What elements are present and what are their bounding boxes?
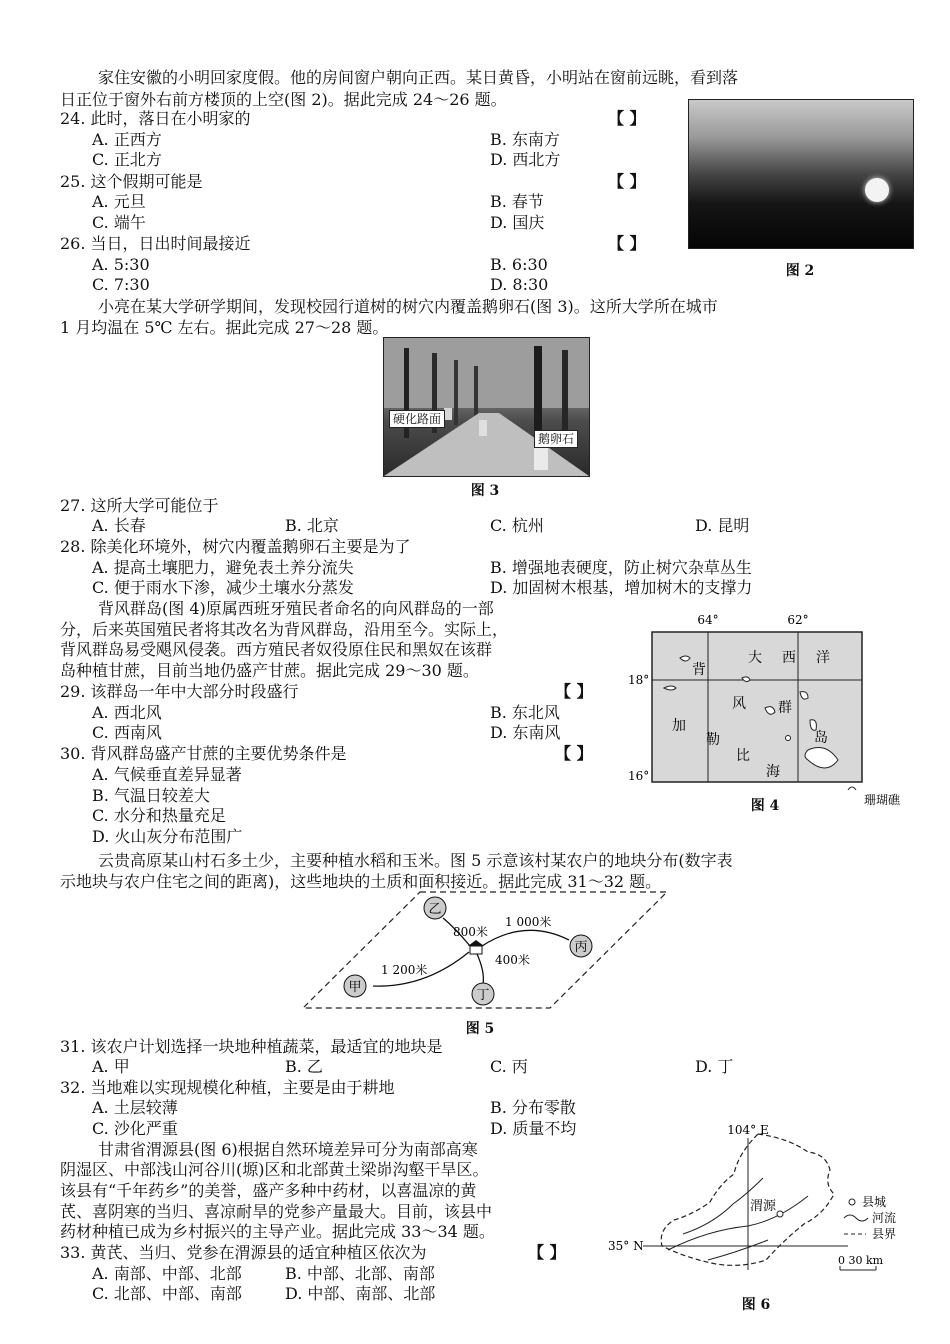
q26-option-d[interactable]: D. 8:30 bbox=[490, 275, 549, 294]
q33-option-b[interactable]: B. 中部、北部、南部 bbox=[285, 1264, 435, 1283]
q24-stem: 24. 此时，落日在小明家的 bbox=[60, 109, 251, 128]
label-hardened-road: 硬化路面 bbox=[389, 410, 445, 428]
q32-option-c[interactable]: C. 沙化严重 bbox=[92, 1119, 178, 1138]
plot-bing: 丙 bbox=[574, 940, 588, 955]
fig4-text-feng: 风 bbox=[732, 696, 746, 712]
intro4-line2: 示地块与农户住宅之间的距离)，这些地块的土质和面积接近。据此完成 31～32 题。 bbox=[60, 872, 662, 891]
q28-option-d[interactable]: D. 加固树木根基，增加树木的支撑力 bbox=[490, 578, 753, 597]
q28-option-b[interactable]: B. 增强地表硬度，防止树穴杂草丛生 bbox=[490, 558, 752, 577]
fig4-text-yang: 洋 bbox=[816, 650, 830, 666]
fig6-legend-border: 县界 bbox=[872, 1227, 897, 1241]
q27-option-c[interactable]: C. 杭州 bbox=[490, 516, 544, 535]
q30-option-a[interactable]: A. 气候垂直差异显著 bbox=[92, 765, 242, 784]
q26-answer-bracket[interactable]: 【 】 bbox=[608, 234, 646, 253]
q31-option-c[interactable]: C. 丙 bbox=[490, 1057, 528, 1076]
tree-row-illustration bbox=[384, 338, 589, 476]
q27-option-a[interactable]: A. 长春 bbox=[92, 516, 146, 535]
q30-option-d[interactable]: D. 火山灰分布范围广 bbox=[92, 827, 243, 846]
fig4-text-bi: 比 bbox=[736, 748, 750, 764]
fig4-text-hai: 海 bbox=[766, 764, 780, 780]
q27-option-d[interactable]: D. 昆明 bbox=[695, 516, 750, 535]
fig4-text-qun: 群 bbox=[778, 700, 792, 716]
q26-option-c[interactable]: C. 7:30 bbox=[92, 275, 150, 294]
intro2-line2: 1 月均温在 5℃ 左右。据此完成 27～28 题。 bbox=[60, 318, 389, 337]
q32-stem: 32. 当地难以实现规模化种植，主要是由于耕地 bbox=[60, 1078, 395, 1097]
q31-stem: 31. 该农户计划选择一块地种植蔬菜，最适宜的地块是 bbox=[60, 1037, 443, 1056]
fig6-scale: 0 30 km bbox=[838, 1254, 884, 1267]
q32-option-b[interactable]: B. 分布零散 bbox=[490, 1098, 576, 1117]
q24-answer-bracket[interactable]: 【 】 bbox=[608, 109, 646, 128]
fig6-legend-river: 河流 bbox=[872, 1211, 897, 1225]
distance-yi: 800米 bbox=[453, 925, 488, 939]
fig4-lon-62: 62° bbox=[787, 613, 809, 627]
fig6-county-label: 渭源 bbox=[750, 1199, 777, 1214]
q33-answer-bracket[interactable]: 【 】 bbox=[528, 1243, 566, 1262]
fig6-legend-city: 县城 bbox=[862, 1195, 887, 1209]
q30-answer-bracket[interactable]: 【 】 bbox=[555, 744, 593, 763]
q31-option-d[interactable]: D. 丁 bbox=[695, 1057, 734, 1076]
fig6-lat: 35° N bbox=[608, 1239, 644, 1253]
figure-5-plot-distribution bbox=[295, 888, 675, 1018]
fig4-lat-18: 18° bbox=[628, 673, 650, 687]
legend-river-icon bbox=[844, 1215, 868, 1221]
q25-option-b[interactable]: B. 春节 bbox=[490, 192, 544, 211]
fig4-text-bei: 背 bbox=[692, 662, 706, 678]
q25-option-a[interactable]: A. 元旦 bbox=[92, 192, 146, 211]
q31-option-b[interactable]: B. 乙 bbox=[285, 1057, 323, 1076]
q25-stem: 25. 这个假期可能是 bbox=[60, 172, 203, 191]
intro5-line1: 甘肃省渭源县(图 6)根据自然环境差异可分为南部高寒 bbox=[98, 1140, 478, 1159]
coral-reef-icon bbox=[848, 787, 856, 790]
intro5-line5: 药材种植已成为乡村振兴的主导产业。据此完成 33～34 题。 bbox=[60, 1222, 495, 1241]
farmhouse-icon bbox=[468, 940, 484, 954]
figure-2-sunset-photo bbox=[688, 99, 914, 249]
figure-2-caption: 图 2 bbox=[785, 263, 815, 279]
q29-stem: 29. 该群岛一年中大部分时段盛行 bbox=[60, 682, 299, 701]
fig4-text-jia: 加 bbox=[672, 718, 686, 734]
plot-yi: 乙 bbox=[428, 902, 442, 917]
intro3-line1: 背风群岛(图 4)原属西班牙殖民者命名的向风群岛的一部 bbox=[98, 599, 494, 618]
q26-option-b[interactable]: B. 6:30 bbox=[490, 255, 548, 274]
q30-option-b[interactable]: B. 气温日较差大 bbox=[92, 786, 210, 805]
distance-ding: 400米 bbox=[495, 953, 530, 967]
q25-answer-bracket[interactable]: 【 】 bbox=[608, 172, 646, 191]
q27-stem: 27. 这所大学可能位于 bbox=[60, 496, 219, 515]
figure-3-caption: 图 3 bbox=[470, 483, 500, 499]
intro1-line1: 家住安徽的小明回家度假。他的房间窗户朝向正西。某日黄昏，小明站在窗前远眺，看到落 bbox=[98, 68, 739, 87]
intro3-line4: 岛种植甘蔗，目前当地仍盛产甘蔗。据此完成 29～30 题。 bbox=[60, 661, 479, 680]
fig4-text-da: 大 bbox=[748, 650, 762, 666]
plot-ding: 丁 bbox=[476, 988, 490, 1003]
fig4-text-xi: 西 bbox=[782, 650, 796, 666]
intro5-line3: 该县有“千年药乡”的美誉，盛产多种中药材，以喜温凉的黄 bbox=[60, 1181, 477, 1200]
q28-stem: 28. 除美化环境外，树穴内覆盖鹅卵石主要是为了 bbox=[60, 537, 411, 556]
q30-stem: 30. 背风群岛盛产甘蔗的主要优势条件是 bbox=[60, 744, 347, 763]
fig4-text-dao: 岛 bbox=[814, 730, 828, 746]
q24-option-a[interactable]: A. 正西方 bbox=[92, 130, 162, 149]
intro5-line2: 阴湿区、中部浅山河谷川(塬)区和北部黄土梁峁沟壑干旱区。 bbox=[60, 1160, 489, 1179]
figure-5-caption: 图 5 bbox=[465, 1021, 495, 1037]
q33-option-a[interactable]: A. 南部、中部、北部 bbox=[92, 1264, 242, 1283]
q26-stem: 26. 当日，日出时间最接近 bbox=[60, 234, 251, 253]
q24-option-d[interactable]: D. 西北方 bbox=[490, 150, 561, 169]
figure-3-campus-photo bbox=[383, 337, 590, 477]
intro5-line4: 芪、喜阴寒的当归、喜凉耐旱的党参产量最大。目前，该县中 bbox=[60, 1202, 493, 1221]
county-seat-icon bbox=[777, 1211, 783, 1217]
intro4-line1: 云贵高原某山村石多土少，主要种植水稻和玉米。图 5 示意该村某农户的地块分布(数字表 bbox=[98, 851, 733, 870]
q29-answer-bracket[interactable]: 【 】 bbox=[555, 682, 593, 701]
q28-option-a[interactable]: A. 提高土壤肥力，避免表土养分流失 bbox=[92, 558, 354, 577]
distance-bing: 1 000米 bbox=[505, 915, 552, 929]
q32-option-a[interactable]: A. 土层较薄 bbox=[92, 1098, 178, 1117]
q24-option-b[interactable]: B. 东南方 bbox=[490, 130, 560, 149]
intro3-line2: 分，后来英国殖民者将其改名为背风群岛，沿用至今。实际上， bbox=[60, 620, 509, 639]
setting-sun-icon bbox=[865, 178, 889, 202]
intro2-line1: 小亮在某大学研学期间，发现校园行道树的树穴内覆盖鹅卵石(图 3)。这所大学所在城市 bbox=[98, 297, 718, 316]
fig4-lat-16: 16° bbox=[628, 769, 650, 783]
q33-option-c[interactable]: C. 北部、中部、南部 bbox=[92, 1284, 242, 1303]
q25-option-c[interactable]: C. 端午 bbox=[92, 213, 146, 232]
q26-option-a[interactable]: A. 5:30 bbox=[92, 255, 150, 274]
q33-option-d[interactable]: D. 中部、南部、北部 bbox=[285, 1284, 436, 1303]
fig4-text-le: 勒 bbox=[706, 732, 720, 748]
fig4-lon-64: 64° bbox=[697, 613, 719, 627]
fig4-legend-coral: 珊瑚礁 bbox=[864, 793, 901, 807]
q29-option-d[interactable]: D. 东南风 bbox=[490, 723, 561, 742]
q29-option-a[interactable]: A. 西北风 bbox=[92, 703, 162, 722]
q29-option-c[interactable]: C. 西南风 bbox=[92, 723, 162, 742]
legend-city-icon bbox=[849, 1199, 855, 1205]
q29-option-b[interactable]: B. 东北风 bbox=[490, 703, 560, 722]
q25-option-d[interactable]: D. 国庆 bbox=[490, 213, 545, 232]
label-cobblestones: 鹅卵石 bbox=[534, 430, 578, 448]
q28-option-c[interactable]: C. 便于雨水下渗，减少土壤水分蒸发 bbox=[92, 578, 354, 597]
figure-6-caption: 图 6 bbox=[741, 1297, 771, 1313]
figure-4-caption: 图 4 bbox=[750, 798, 780, 814]
q31-option-a[interactable]: A. 甲 bbox=[92, 1057, 130, 1076]
plot-jia: 甲 bbox=[348, 980, 362, 995]
intro3-line3: 背风群岛易受飓风侵袭。西方殖民者奴役原住民和黑奴在该群 bbox=[60, 640, 493, 659]
fig6-lon: 104° E bbox=[727, 1123, 769, 1137]
figure-6-weiyuan-county-map bbox=[608, 1120, 918, 1295]
distance-jia: 1 200米 bbox=[381, 963, 428, 977]
q24-option-c[interactable]: C. 正北方 bbox=[92, 150, 162, 169]
q30-option-c[interactable]: C. 水分和热量充足 bbox=[92, 806, 226, 825]
figure-4-leeward-islands-map bbox=[620, 610, 920, 810]
q27-option-b[interactable]: B. 北京 bbox=[285, 516, 339, 535]
q33-stem: 33. 黄芪、当归、党参在渭源县的适宜种植区依次为 bbox=[60, 1243, 427, 1262]
q32-option-d[interactable]: D. 质量不均 bbox=[490, 1119, 577, 1138]
intro1-line2: 日正位于窗外右前方楼顶的上空(图 2)。据此完成 24～26 题。 bbox=[60, 90, 507, 109]
